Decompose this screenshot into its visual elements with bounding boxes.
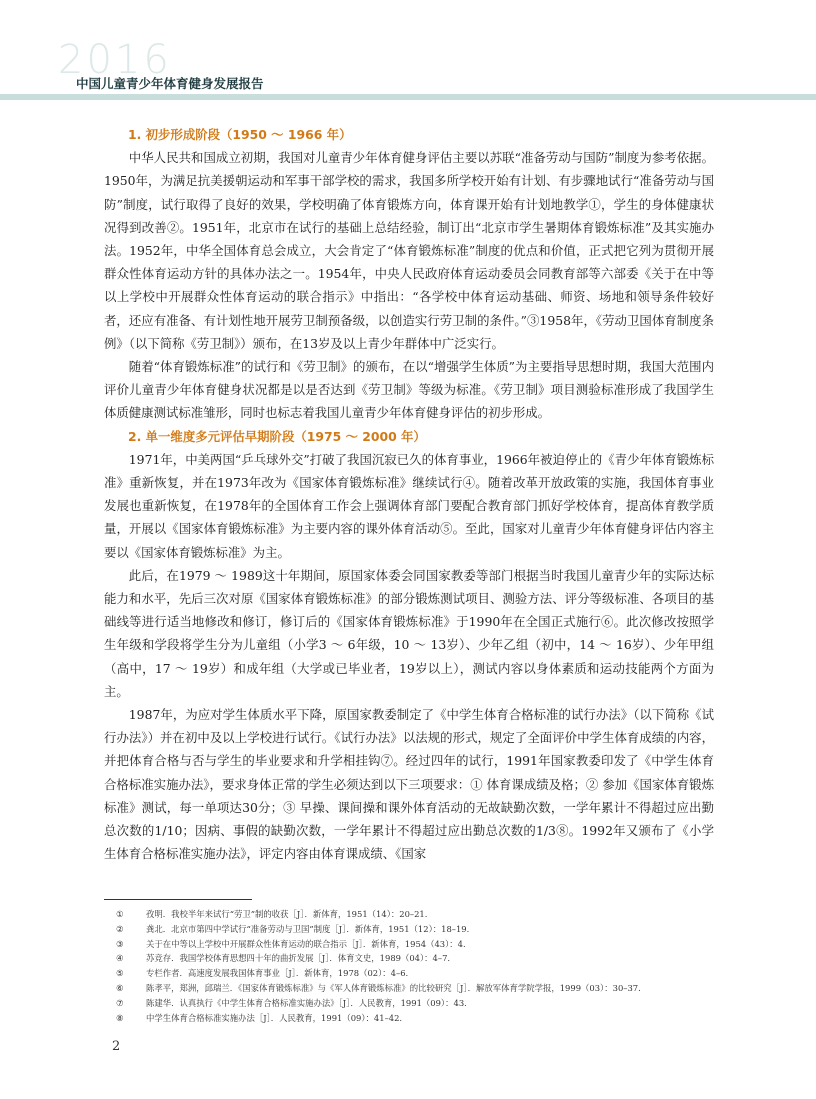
page-number: 2 — [112, 1039, 121, 1054]
footnote-item — [116, 937, 716, 952]
section-heading-1: 1. 初步形成阶段（1950 ～ 1966 年） — [128, 127, 352, 142]
footnote-text: 陈建华．认真执行《中学生体育合格标准实施办法》［J］．人民教育，1991（09）：43. — [146, 997, 467, 1008]
header-year: 2016 — [58, 37, 172, 83]
footnotes — [116, 907, 716, 1025]
footnote-text: 专栏作者．高速度发展我国体育事业［J］．新体育，1978（02）：4–6. — [146, 968, 409, 979]
paragraph: 此后，在1979 ～ 1989这十年期间，原国家体委会同国家教委等部门根据当时我国儿童青少年的实际达标能力和水平，先后三次对原《国家体育锻炼标准》的部分锻炼测试项目、测验方法、评分等级标准、各项目的基础线等进行适当地修改和修订，修订后的《国家体育锻炼标准》于1990年在全国正式施行⑥。此次修改按照学生年级和学段将学生分为儿童组（小学3 ～ 6年级，10 ～ 13岁）、少年乙组（初中，14 ～ 16岁）、少年甲组（高中，17 ～ 19岁）和成年组（大学或已毕业者，19岁以上），测试内容以身体素质和运动技能两个方面为主。 — [104, 567, 714, 699]
paragraph: 1987年，为应对学生体质水平下降，原国家教委制定了《中学生体育合格标准的试行办法》（以下简称《试行办法》）并在初中及以上学校进行试行。《试行办法》以法规的形式，规定了全面评价中学生体育成绩的内容，并把体育合格与否与学生的毕业要求和升学相挂钩⑦。经过四年的试行，1991年国家教委印发了《中学生体育合格标准实施办法》，要求身体正常的学生必须达到以下三项要求：① 体育课成绩及格；② 参加《国家体育锻炼标准》测试，每一单项达30分；③ 早操、课间操和课外体育活动的无故缺勤次数，一学年累计不得超过应出勤总次数的1/10；因病、事假的缺勤次数，一学年累计不得超过应出勤总次数的1/3⑧。1992年又颁布了《小学生体育合格标准实施办法》，评定内容由体育课成绩、《国家 — [104, 707, 714, 862]
report-title: 中国儿童青少年体育健身发展报告 — [76, 76, 264, 91]
footnote-item — [116, 1011, 716, 1026]
footnote-mark: ⑧ — [116, 1012, 124, 1023]
footnote-item — [116, 981, 716, 996]
footnote-mark: ⑦ — [116, 997, 124, 1008]
header-rule — [0, 94, 816, 100]
footnote-mark: ② — [116, 923, 124, 934]
main-content — [104, 123, 714, 866]
footnote-text: 关于在中等以上学校中开展群众性体育运动的联合指示［J］．新体育，1954（43）：4. — [146, 938, 466, 949]
footnote-item — [116, 996, 716, 1011]
footnote-divider — [104, 899, 252, 900]
footnote-mark: ⑤ — [116, 968, 124, 979]
paragraph: 1971年，中美两国“乒乓球外交”打破了我国沉寂已久的体育事业，1966年被迫停止的《青少年体育锻炼标准》重新恢复，并在1973年改为《国家体育锻炼标准》继续试行④。随着改革开放政策的实施，我国体育事业发展也重新恢复，在1978年的全国体育工作会上强调体育部门要配合教育部门抓好学校体育，提高体育教学质量，开展以《国家体育锻炼标准》为主要内容的课外体育活动⑤。至此，国家对儿童青少年体育健身评估内容主要以《国家体育锻炼标准》为主。 — [104, 451, 714, 560]
footnote-item — [116, 907, 716, 922]
footnote-item — [116, 922, 716, 937]
footnote-item — [116, 951, 716, 966]
footnote-mark: ① — [116, 909, 124, 919]
footnote-text: 龚北．北京市第四中学试行“准备劳动与卫国”制度［J］．新体育，1951（12）：18–19. — [146, 923, 470, 934]
section-heading-2: 2. 单一维度多元评估早期阶段（1975 ～ 2000 年） — [128, 428, 426, 444]
footnote-mark: ⑥ — [116, 982, 124, 993]
footnote-mark: ③ — [116, 938, 124, 949]
footnote-text: 孜明．我校半年来试行“劳卫”制的收获［J］．新体育，1951（14）：20–21. — [146, 909, 428, 919]
footnote-text: 中学生体育合格标准实施办法［J］．人民教育，1991（09）：41–42. — [146, 1012, 403, 1023]
paragraph: 中华人民共和国成立初期，我国对儿童青少年体育健身评估主要以苏联“准备劳动与国防”制度为参考依据。1950年，为满足抗美援朝运动和军事干部学校的需求，我国多所学校开始有计划、有步骤地试行“准备劳动与国防”制度，试行取得了良好的效果，学校明确了体育锻炼方向，体育课开始有计划地教学①，学生的身体健康状况得到改善②。1951年，北京市在试行的基础上总结经验，制订出“北京市学生暑期体育锻炼标准”及其实施办法。1952年，中华全国体育总会成立，大会肯定了“体育锻炼标准”制度的优点和价值，正式把它列为贯彻开展群众性体育运动方针的具体办法之一。1954年，中央人民政府体育运动委员会同教育部等六部委《关于在中等以上学校中开展群众性体育运动的联合指示》中指出：“各学校中体育运动基础、师资、场地和领导条件较好者，还应有准备、有计划性地开展劳卫制预备级，以创造实行劳卫制的条件。”③1958年，《劳动卫国体育制度条例》（以下简称《劳卫制》）颁布，在13岁及以上青少年群体中广泛实行。 — [104, 150, 714, 351]
paragraph: 随着“体育锻炼标准”的试行和《劳卫制》的颁布，在以“增强学生体质”为主要指导思想时期，我国大范围内评价儿童青少年体育健身状况都是以是否达到《劳卫制》等级为标准。《劳卫制》项目测验标准形成了我国学生体质健康测试标准雏形，同时也标志着我国儿童青少年体育健身评估的初步形成。 — [104, 359, 714, 421]
footnote-text: 陈孝平，郑洲，邱瑞兰．《国家体育锻炼标准》与《军人体育锻炼标准》的比较研究［J］．解放军体育学院学报，1999（03）：30–37. — [146, 982, 641, 993]
footnote-text: 苏竞存．我国学校体育思想四十年的曲折发展［J］．体育文史，1989（04）：4–7. — [146, 953, 451, 964]
footnote-mark: ④ — [116, 953, 124, 964]
footnote-item — [116, 966, 716, 981]
